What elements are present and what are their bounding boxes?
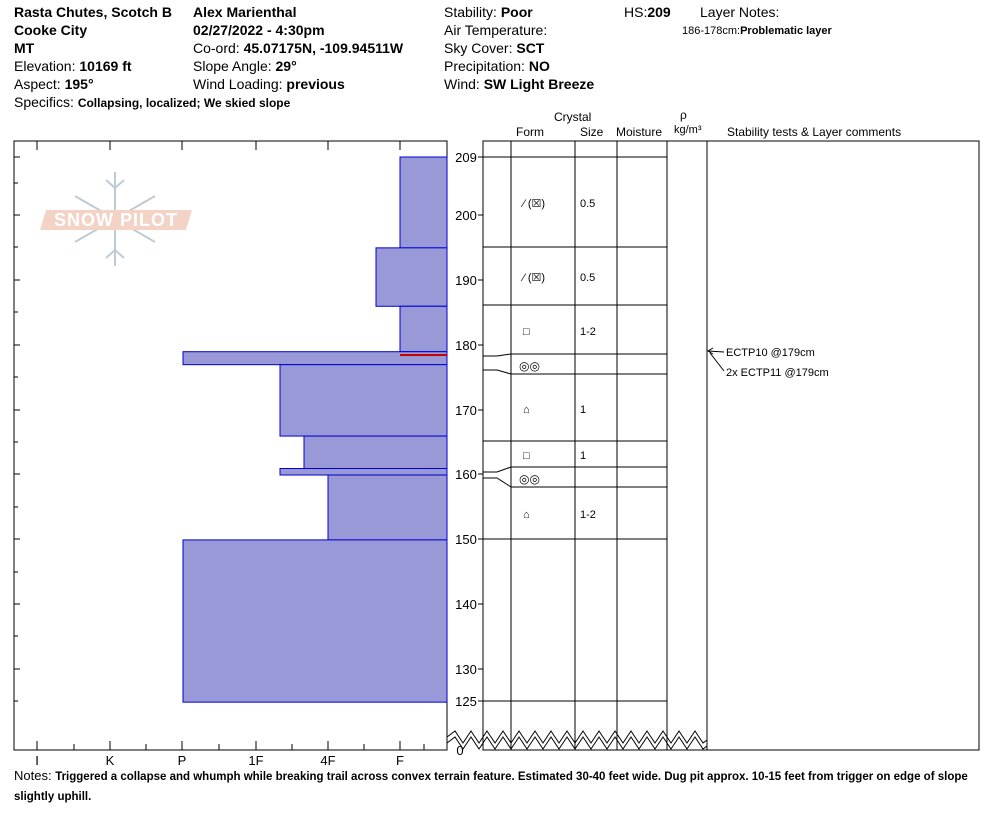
crystal-form: □ [523, 450, 530, 462]
profile-layer-bar [304, 436, 447, 468]
crystal-form: □ [523, 326, 530, 338]
aspect: Aspect: 195° [14, 76, 94, 92]
crystal-size: 0.5 [580, 272, 596, 284]
profile-layer-bar [183, 540, 447, 702]
notes-text: Triggered a collapse and whumph while breaking trail across convex terrain feature. Estimated 30-40 feet wide. Dug pit approx. 10-15 feet from trigger on edge of slope slightly uphill. [14, 771, 968, 803]
depth-label: 170 [455, 403, 477, 418]
layer-note: 186-178cm:Problematic layer [682, 25, 832, 37]
depth-break-zigzag [447, 731, 707, 749]
layer-notes-label: Layer Notes: [700, 4, 780, 20]
coordinates: Co-ord: 45.07175N, -109.94511W [193, 40, 404, 56]
specifics: Specifics: Collapsing, localized; We skied slope [14, 94, 291, 110]
depth-label: 200 [455, 208, 477, 223]
slope-angle: Slope Angle: 29° [193, 58, 297, 74]
size-header: Size [580, 125, 604, 139]
crystal-form: ◎◎ [519, 359, 540, 373]
depth-label: 160 [455, 467, 477, 482]
state-name: MT [14, 40, 35, 56]
location-name: Rasta Chutes, Scotch B [14, 4, 172, 20]
crystal-form: ⌂ [523, 404, 530, 416]
moisture-header: Moisture [616, 125, 663, 139]
profile-layer-bar [400, 157, 447, 248]
elevation: Elevation: 10169 ft [14, 58, 132, 74]
depth-label: 150 [455, 532, 477, 547]
sky-cover: Sky Cover: SCT [444, 40, 545, 56]
logo-text: SNOW PILOT [54, 210, 178, 230]
depth-label: 130 [455, 662, 477, 677]
layer-table-rows [511, 157, 667, 701]
precipitation: Precipitation: NO [444, 58, 550, 74]
profile-layer-bar [328, 475, 447, 540]
hardness-label-4f: 4F [320, 753, 336, 768]
depth-label: 0 [456, 743, 464, 758]
hardness-label-1f: 1F [248, 753, 264, 768]
crystal-form: ◎◎ [519, 472, 540, 486]
air-temperature: Air Temperature: [444, 22, 548, 38]
profile-layer-bar [376, 248, 447, 306]
profile-layer-bar [183, 352, 447, 365]
layer-connectors [483, 157, 511, 701]
crystal-size: 1 [580, 450, 587, 462]
layer-table-columns [511, 141, 707, 750]
profile-layer-bar [400, 306, 447, 351]
crystal-size: 1-2 [580, 326, 596, 338]
crystal-form: ⁄ (☒) [523, 198, 546, 210]
stability-test: ECTP10 @179cm [726, 347, 815, 359]
depth-axis-ticks [478, 157, 483, 701]
total-snow-height: HS:209 [624, 4, 671, 20]
city-name: Cooke City [14, 22, 88, 38]
notes-label: Notes: [14, 768, 56, 783]
crystal-size: 1 [580, 404, 587, 416]
stability-rating: Stability: Poor [444, 4, 533, 20]
crystal-header: Crystal [554, 110, 592, 124]
wind-loading: Wind Loading: previous [193, 76, 345, 92]
notes [14, 766, 984, 807]
hardness-label-k: K [105, 753, 115, 768]
profile-layer-bar [280, 365, 447, 436]
hardness-label-p: P [177, 753, 187, 768]
density-unit-header: kg/m³ [674, 124, 702, 136]
layer-table-frame [483, 141, 979, 750]
depth-label: 140 [455, 597, 477, 612]
hardness-label-f: F [396, 753, 404, 768]
profile-layer-bar [280, 469, 447, 475]
depth-label: 209 [455, 150, 477, 165]
depth-label: 125 [455, 694, 477, 709]
crystal-size: 1-2 [580, 509, 596, 521]
stability-test-pointers [708, 348, 724, 371]
observation-datetime: 02/27/2022 - 4:30pm [193, 22, 325, 38]
crystal-form: ⌂ [523, 509, 530, 521]
stability-test: 2x ECTP11 @179cm [726, 367, 829, 379]
depth-label: 180 [455, 338, 477, 353]
depth-label: 190 [455, 273, 477, 288]
stability-tests-header: Stability tests & Layer comments [727, 125, 902, 139]
crystal-size: 0.5 [580, 198, 596, 210]
wind: Wind: SW Light Breeze [444, 76, 595, 92]
hardness-label-i: I [35, 753, 39, 768]
observer-name: Alex Marienthal [193, 4, 297, 20]
form-header: Form [516, 125, 544, 139]
crystal-form: ⁄ (☒) [523, 272, 546, 284]
rho-header: ρ [680, 108, 687, 122]
